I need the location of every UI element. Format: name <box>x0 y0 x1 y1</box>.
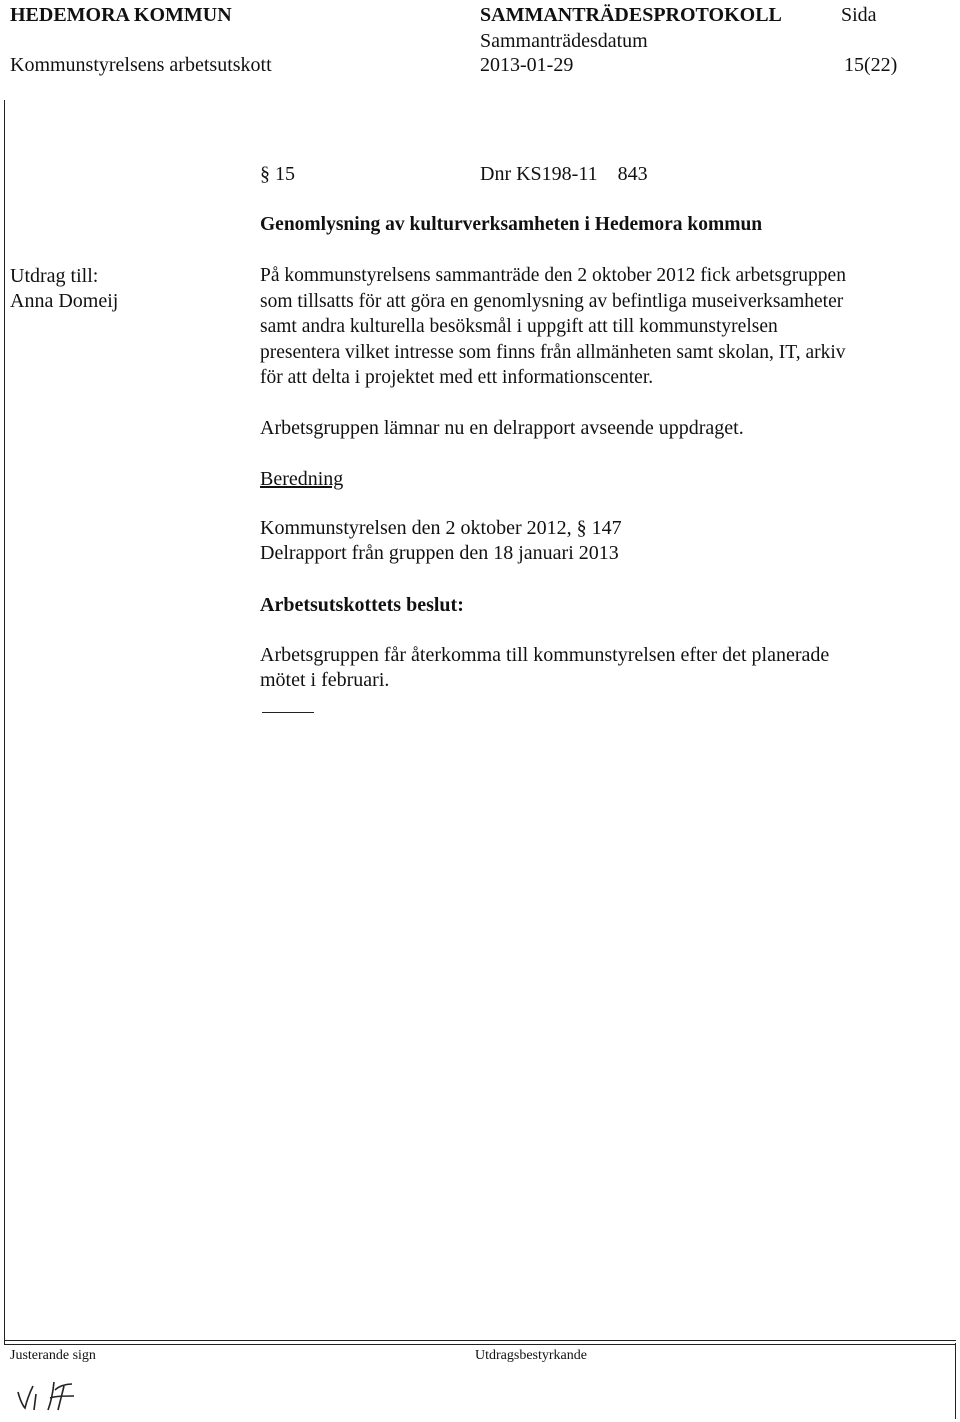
paragraph-symbol: § <box>260 163 270 185</box>
meeting-date: 2013-01-29 <box>480 54 574 76</box>
paragraph-1-line: presentera vilket intresse som finns från allmänheten samt skolan, IT, arkiv <box>260 341 846 363</box>
recipient-name: Anna Domeij <box>10 290 119 312</box>
footer-second-rule <box>4 1344 956 1345</box>
paragraph-1-line: för att delta i projektet med ett informationscenter. <box>260 367 654 388</box>
document-type: SAMMANTRÄDESPROTOKOLL <box>480 4 782 26</box>
beredning-line-2: Delrapport från gruppen den 18 januari 2013 <box>260 542 619 564</box>
paragraph-1-line: På kommunstyrelsens sammanträde den 2 oktober 2012 fick arbetsgruppen <box>260 265 846 286</box>
beslut-line: mötet i februari. <box>260 669 390 691</box>
paragraph-number: 15 <box>275 163 295 185</box>
paragraph-1-line: som tillsatts för att göra en genomlysning av befintliga museiverksamheter <box>260 290 844 312</box>
justerande-label: Justerande sign <box>10 1348 96 1363</box>
paragraph-1-line: samt andra kulturella besöksmål i uppgift att till kommunstyrelsen <box>260 316 778 337</box>
signature-initials <box>14 1374 94 1414</box>
page-label: Sida <box>841 4 877 26</box>
footer-right-line <box>955 1343 956 1419</box>
end-rule <box>262 712 314 713</box>
paragraph-2: Arbetsgruppen lämnar nu en delrapport avseende uppdraget. <box>260 417 744 439</box>
utdrag-label: Utdrag till: <box>10 265 99 287</box>
utdragsbestyrkande-label: Utdragsbestyrkande <box>475 1348 587 1363</box>
beredning-line-1: Kommunstyrelsen den 2 oktober 2012, § 147 <box>260 517 622 539</box>
paragraph-ref <box>260 163 295 186</box>
page-number: 15(22) <box>844 54 898 76</box>
beredning-heading: Beredning <box>260 468 344 490</box>
paragraph-1 <box>260 263 846 391</box>
item-title: Genomlysning av kulturverksamheten i Hedemora kommun <box>260 214 763 235</box>
dnr-code: 843 <box>617 163 648 185</box>
date-label: Sammanträdesdatum <box>480 30 648 52</box>
beslut-text <box>260 643 829 693</box>
beslut-heading: Arbetsutskottets beslut: <box>260 594 464 616</box>
dnr-number: Dnr KS198-11 <box>480 163 598 185</box>
footer-top-rule <box>4 1340 956 1341</box>
beslut-line: Arbetsgruppen får återkomma till kommunstyrelsen efter det planerade <box>260 644 830 666</box>
org-name: HEDEMORA KOMMUN <box>10 4 232 26</box>
left-margin-line <box>4 100 5 1345</box>
dnr <box>480 163 648 186</box>
committee-name: Kommunstyrelsens arbetsutskott <box>10 54 272 76</box>
